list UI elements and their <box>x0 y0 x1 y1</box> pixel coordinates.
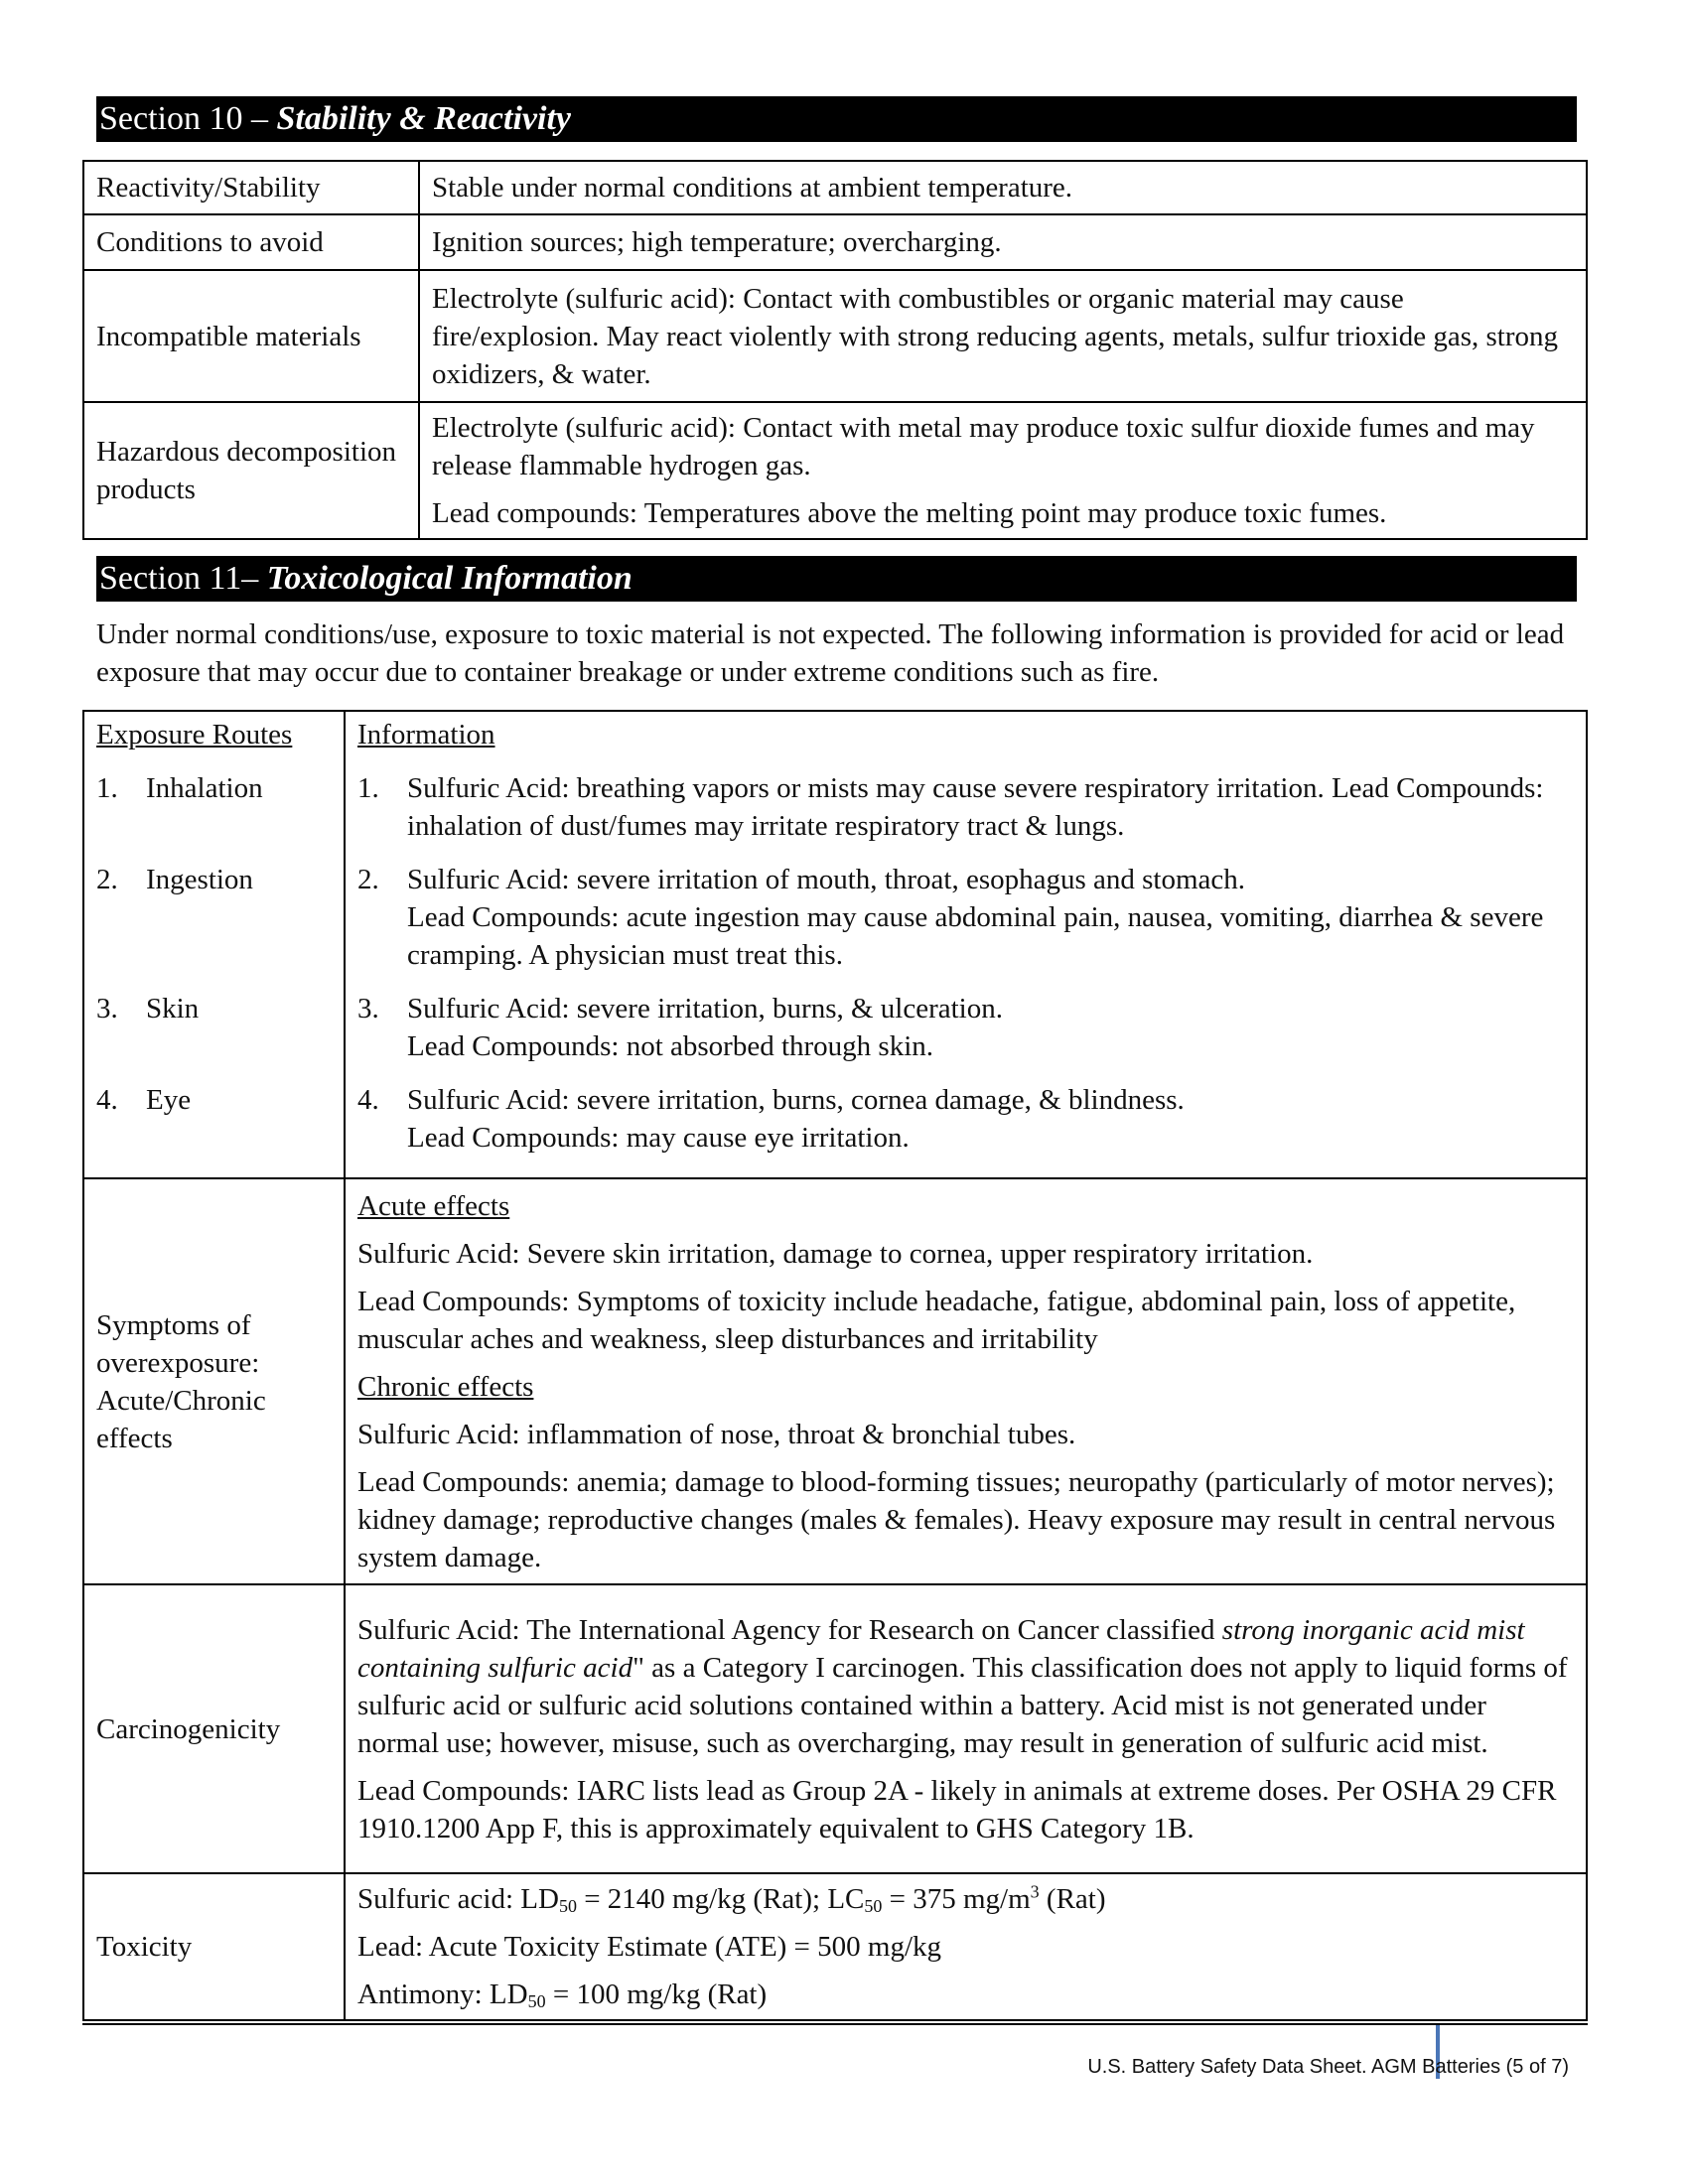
carcinogenicity-text <box>357 1611 1574 1762</box>
value-text: Electrolyte (sulfuric acid): Contact with metal may produce toxic sulfur dioxide fumes and may release flammable hydrogen gas. <box>432 412 1535 481</box>
row-label: Symptoms of overexposure: Acute/Chronic effects <box>83 1178 345 1584</box>
toxicology-table <box>82 710 1588 2025</box>
row-value <box>419 214 1587 270</box>
text-span: = 2140 mg/kg (Rat); LC <box>576 1883 865 1915</box>
info-number: 1. <box>357 772 379 804</box>
exposure-routes-cell <box>83 711 345 1178</box>
info-number: 3. <box>357 993 379 1024</box>
table-row <box>83 161 1587 214</box>
route-name: Ingestion <box>146 864 253 895</box>
text-span: = 100 mg/kg (Rat) <box>545 1979 768 2010</box>
information-cell <box>345 711 1587 1178</box>
info-item <box>357 769 1574 861</box>
table-row <box>83 711 1587 1178</box>
route-item <box>96 1081 332 1119</box>
table-row <box>83 1178 1587 1584</box>
route-item <box>96 861 332 990</box>
toxicity-line <box>357 1976 1574 2013</box>
row-value <box>419 270 1587 402</box>
route-name: Skin <box>146 993 200 1024</box>
table-row <box>83 402 1587 539</box>
route-name: Eye <box>146 1084 192 1116</box>
info-text: Sulfuric Acid: severe irritation, burns, cornea damage, & blindness. <box>407 1084 1185 1116</box>
route-number: 1. <box>96 772 118 804</box>
chronic-heading: Chronic effects <box>357 1370 534 1403</box>
info-text: Lead Compounds: may cause eye irritation. <box>407 1122 910 1154</box>
info-item <box>357 990 1574 1081</box>
text-span: " as a Category I carcinogen. This classification does not apply to liquid forms of sulfuric acid or sulfuric acid solutions contained within a battery. Acid mist is not generated under normal use; however, misuse, such as overcharging, may result in generation of sulfuric acid mist. <box>357 1651 1568 1759</box>
italic-span: strong inorganic acid mist containing sulfuric acid <box>357 1613 1525 1684</box>
section-title: Stability & Reactivity <box>276 100 571 137</box>
value-text: Stable under normal conditions at ambient temperature. <box>432 172 1073 204</box>
carcinogenicity-text: Lead Compounds: IARC lists lead as Group 2A - likely in animals at extreme doses. Per OSHA 29 CFR 1910.1200 App F, this is approximately equivalent to GHS Category 1B. <box>357 1774 1557 1844</box>
value-text: Ignition sources; high temperature; overcharging. <box>432 226 1002 258</box>
section-number: Section 10 – <box>99 100 277 137</box>
row-label: Toxicity <box>83 1873 345 2022</box>
subscript: 50 <box>864 1896 883 1916</box>
text-span: Sulfuric acid: LD <box>357 1883 559 1915</box>
route-number: 3. <box>96 993 118 1024</box>
info-text: Sulfuric Acid: severe irritation of mouth, throat, esophagus and stomach. <box>407 864 1246 895</box>
chronic-text: Lead Compounds: anemia; damage to blood-forming tissues; neuropathy (particularly of motor nerves); kidney damage; reproductive changes (males & females). Heavy exposure may result in central nervous system damage. <box>357 1465 1556 1573</box>
symptoms-cell <box>345 1178 1587 1584</box>
table-row <box>83 1873 1587 2022</box>
chronic-text: Sulfuric Acid: inflammation of nose, throat & bronchial tubes. <box>357 1418 1076 1450</box>
value-text: Lead compounds: Temperatures above the melting point may produce toxic fumes. <box>432 497 1387 529</box>
row-value <box>419 402 1587 539</box>
table-row <box>83 1584 1587 1873</box>
row-label: Carcinogenicity <box>83 1584 345 1873</box>
column-header: Information <box>357 719 495 751</box>
table-row <box>83 270 1587 402</box>
route-item <box>96 769 332 861</box>
route-name: Inhalation <box>146 772 263 804</box>
stability-table <box>82 160 1588 540</box>
toxicity-line: Lead: Acute Toxicity Estimate (ATE) = 500 mg/kg <box>357 1931 942 1963</box>
info-number: 4. <box>357 1084 379 1116</box>
row-label: Hazardous decomposition products <box>83 402 419 539</box>
text-span: = 375 mg/m <box>882 1883 1031 1915</box>
section-number: Section 11– <box>99 560 267 597</box>
intro-paragraph: Under normal conditions/use, exposure to toxic material is not expected. The following information is provided for acid or lead exposure that may occur due to container breakage or under extreme conditions such as fire. <box>96 618 1565 688</box>
route-number: 4. <box>96 1084 118 1116</box>
route-number: 2. <box>96 864 118 895</box>
toxicity-cell <box>345 1873 1587 2022</box>
info-number: 2. <box>357 864 379 895</box>
info-text: Sulfuric Acid: severe irritation, burns, & ulceration. <box>407 993 1003 1024</box>
text-span: Sulfuric Acid: The International Agency for Research on Cancer classified <box>357 1613 1222 1646</box>
acute-heading: Acute effects <box>357 1189 510 1222</box>
toxicity-line <box>357 1880 1574 1918</box>
section-10-header <box>96 96 1577 142</box>
info-item <box>357 1081 1574 1157</box>
row-value <box>419 161 1587 214</box>
superscript: 3 <box>1030 1881 1040 1902</box>
acute-text: Lead Compounds: Symptoms of toxicity include headache, fatigue, abdominal pain, loss of appetite, muscular aches and weakness, sleep disturbances and irritability <box>357 1285 1516 1355</box>
section-11-header <box>96 556 1577 602</box>
table-row <box>83 214 1587 270</box>
info-item <box>357 861 1574 990</box>
subscript: 50 <box>527 1991 546 2011</box>
value-text: Electrolyte (sulfuric acid): Contact with combustibles or organic material may cause fire/explosion. May react violently with strong reducing agents, metals, sulfur trioxide gas, strong oxidizers, & water. <box>432 282 1558 390</box>
info-text: Lead Compounds: acute ingestion may cause abdominal pain, nausea, vomiting, diarrhea & severe cramping. A physician must treat this. <box>407 901 1544 971</box>
acute-text: Sulfuric Acid: Severe skin irritation, damage to cornea, upper respiratory irritation. <box>357 1237 1314 1270</box>
row-label: Reactivity/Stability <box>83 161 419 214</box>
page-footer: U.S. Battery Safety Data Sheet. AGM Batteries (5 of 7) <box>1087 2056 1569 2078</box>
info-text: Lead Compounds: not absorbed through skin. <box>407 1030 934 1062</box>
info-text: Sulfuric Acid: breathing vapors or mists may cause severe respiratory irritation. Lead Compounds: inhalation of dust/fumes may irritate respiratory tract & lungs. <box>407 772 1544 842</box>
text-span: (Rat) <box>1039 1883 1106 1915</box>
subscript: 50 <box>558 1896 577 1916</box>
section-title: Toxicological Information <box>266 560 633 597</box>
row-label: Incompatible materials <box>83 270 419 402</box>
text-span: Antimony: LD <box>357 1979 528 2010</box>
carcinogenicity-cell <box>345 1584 1587 1873</box>
row-label: Conditions to avoid <box>83 214 419 270</box>
column-header: Exposure Routes <box>96 719 293 751</box>
route-item <box>96 990 332 1081</box>
